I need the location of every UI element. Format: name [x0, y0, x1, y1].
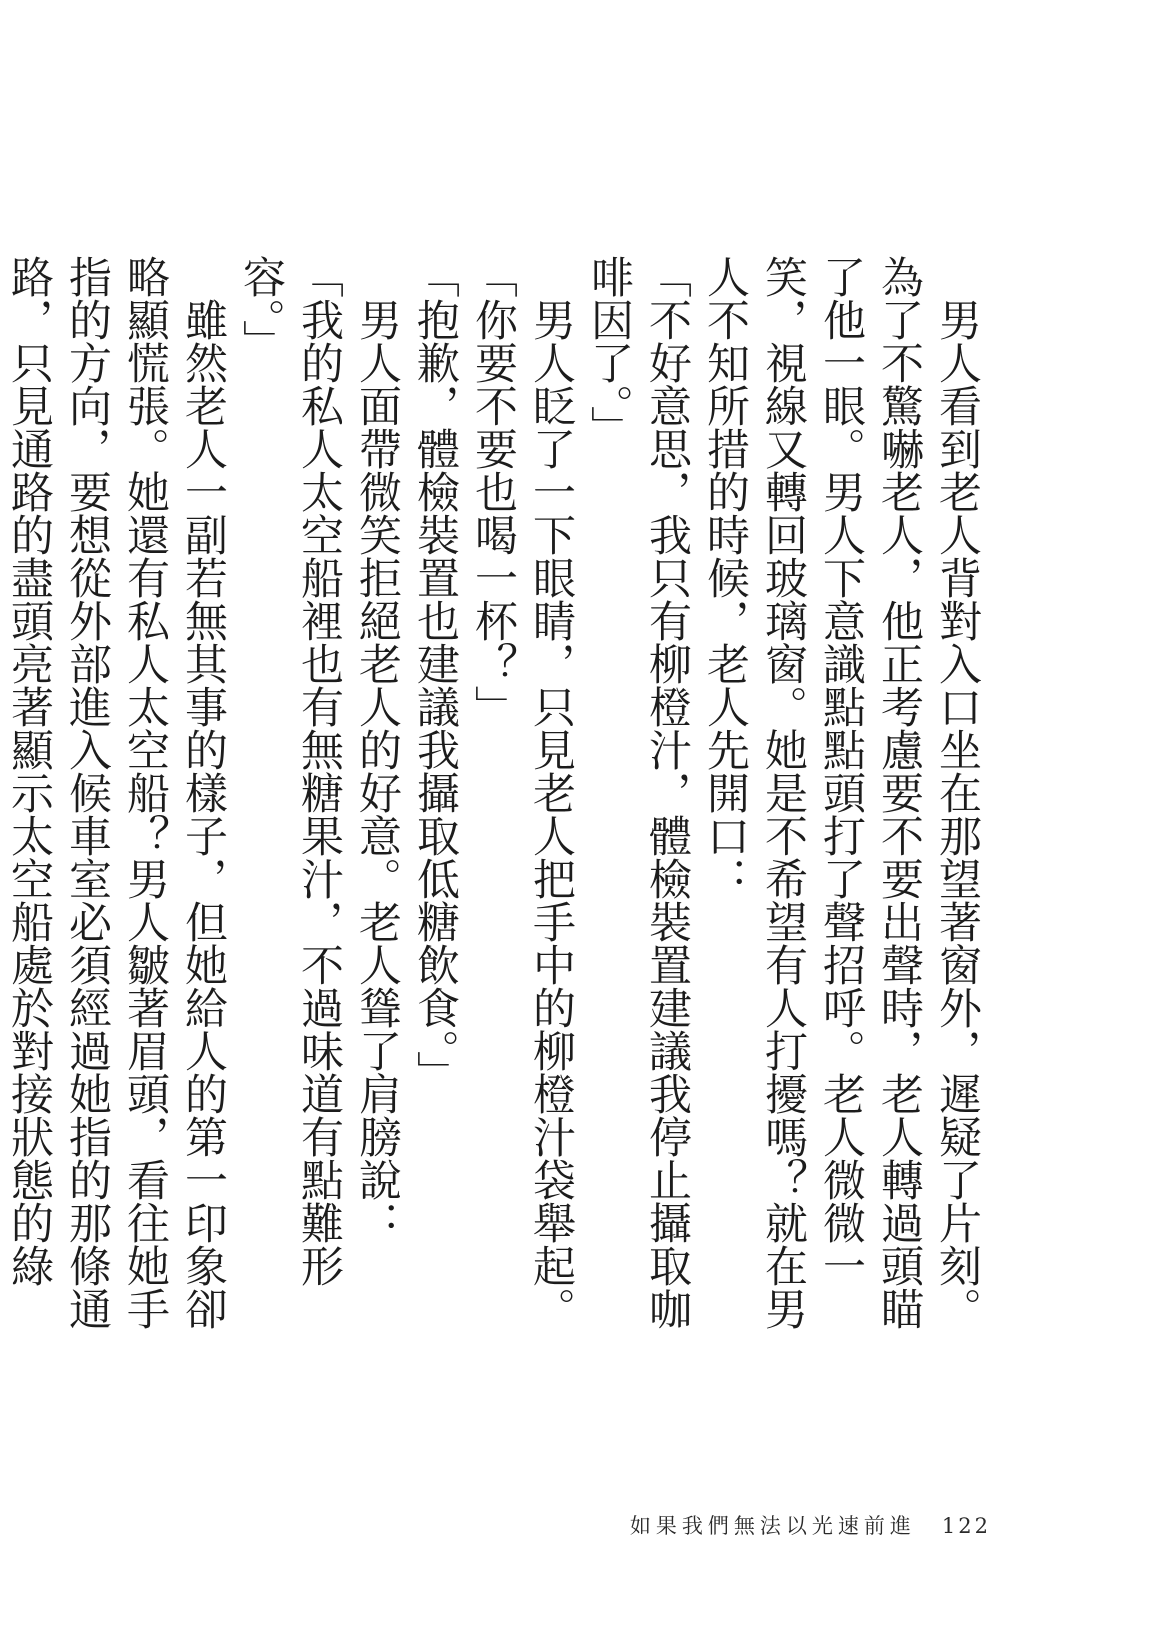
paragraph: 「抱歉，體檢裝置也建議我攝取低糖飲食。」	[410, 255, 460, 1094]
book-title: 如果我們無法以光速前進	[629, 1514, 916, 1538]
paragraph: 「你要不要也喝一杯？」	[468, 255, 518, 728]
paragraph: 「不好意思，我只有柳橙汁，體檢裝置建議我停止攝取咖啡因了。」	[584, 255, 692, 1330]
paragraph: 雖然老人一副若無其事的樣子，但她給人的第一印象卻略顯慌張。她還有私人太空船？男人皺著眉頭，看往她手指的方向，要想從外部進入候車室必須經過她指的那條通路，只見通路的盡頭亮著顯示太空船處於對接狀態的綠	[4, 255, 228, 1330]
running-footer	[630, 1510, 991, 1540]
body-text	[0, 255, 986, 1345]
paragraph: 男人看到老人背對入口坐在那望著窗外，遲疑了片刻。為了不驚嚇老人，他正考慮要不要出聲時，老人轉過頭瞄了他一眼。男人下意識點點頭打了聲招呼。老人微微一笑，視線又轉回玻璃窗。她是不希望有人打擾嗎？就在男人不知所措的時候，老人先開口：	[700, 255, 982, 1330]
paragraph: 男人眨了一下眼睛，只見老人把手中的柳橙汁袋舉起。	[526, 255, 576, 1330]
paragraph: 男人面帶微笑拒絕老人的好意。老人聳了肩膀說：	[352, 255, 402, 1244]
page-number: 122	[941, 1514, 991, 1538]
paragraph: 「我的私人太空船裡也有無糖果汁，不過味道有點難形容。」	[236, 255, 344, 1287]
